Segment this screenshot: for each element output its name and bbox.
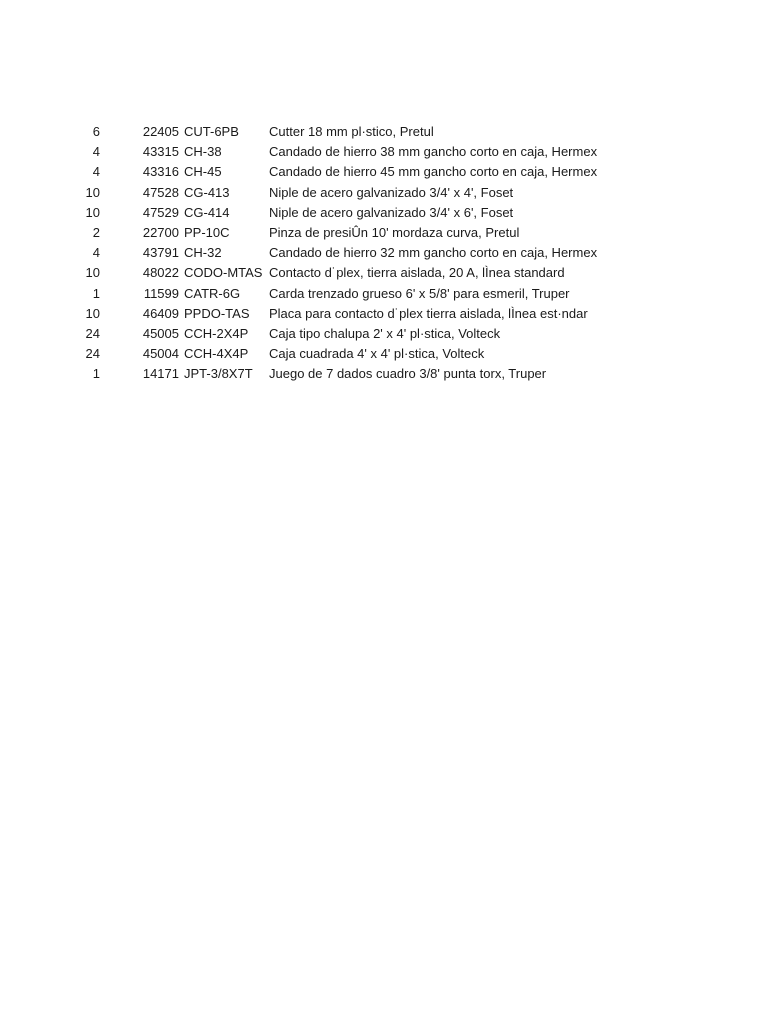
sku-cell: CCH-4X4P <box>184 346 249 362</box>
sku-cell: CH-32 <box>184 245 222 261</box>
quantity-cell: 10 <box>85 204 100 220</box>
code-cell: 46409 <box>142 305 179 321</box>
table-row <box>0 263 768 283</box>
table-row <box>0 183 768 203</box>
description-cell: Niple de acero galvanizado 3/4' x 4', Foset <box>269 184 514 200</box>
code-cell: 14171 <box>142 366 179 382</box>
table-row <box>0 162 768 182</box>
table-row <box>0 364 768 384</box>
sku-cell: CG-414 <box>184 204 230 220</box>
table-row <box>0 324 768 344</box>
sku-cell: CCH-2X4P <box>184 325 249 341</box>
table-row <box>0 243 768 263</box>
sku-cell: JPT-3/8X7T <box>184 366 253 382</box>
description-cell: Cutter 18 mm pl·stico, Pretul <box>269 124 434 139</box>
inventory-sheet <box>0 122 768 384</box>
code-cell: 22700 <box>142 224 179 240</box>
code-cell: 45005 <box>142 325 179 341</box>
table-row <box>0 122 768 142</box>
quantity-cell: 4 <box>92 144 100 160</box>
code-cell: 45004 <box>142 346 179 362</box>
sku-cell: CH-38 <box>184 144 222 160</box>
sku-cell: CODO-MTAS <box>184 265 263 281</box>
sku-cell: PPDO-TAS <box>184 305 250 321</box>
table-row <box>0 203 768 223</box>
description-cell: Caja cuadrada 4' x 4' pl·stica, Volteck <box>269 346 485 362</box>
quantity-cell: 24 <box>85 325 100 341</box>
quantity-cell: 2 <box>92 224 100 240</box>
code-cell: 43791 <box>142 245 179 261</box>
description-cell: Candado de hierro 45 mm gancho corto en caja, Hermex <box>269 164 598 180</box>
code-cell: 47528 <box>142 184 179 200</box>
code-cell: 22405 <box>142 124 179 139</box>
table-row <box>0 142 768 162</box>
quantity-cell: 4 <box>92 164 100 180</box>
quantity-cell: 10 <box>85 184 100 200</box>
description-cell: Candado de hierro 32 mm gancho corto en caja, Hermex <box>269 245 598 261</box>
description-cell: Placa para contacto d˙plex tierra aislada, lÌnea est·ndar <box>269 305 588 321</box>
table-row <box>0 284 768 304</box>
description-cell: Pinza de presiÛn 10' mordaza curva, Pretul <box>269 224 520 240</box>
description-cell: Contacto d˙plex, tierra aislada, 20 A, lÌnea standard <box>269 265 565 281</box>
code-cell: 43316 <box>142 164 179 180</box>
code-cell: 11599 <box>143 285 179 301</box>
table-row <box>0 304 768 324</box>
code-cell: 47529 <box>142 204 179 220</box>
quantity-cell: 10 <box>85 305 100 321</box>
sku-cell: CG-413 <box>184 184 230 200</box>
description-cell: Candado de hierro 38 mm gancho corto en caja, Hermex <box>269 144 598 160</box>
table-row <box>0 344 768 364</box>
quantity-cell: 6 <box>92 124 100 139</box>
description-cell: Juego de 7 dados cuadro 3/8' punta torx, Truper <box>269 366 547 382</box>
quantity-cell: 24 <box>85 346 100 362</box>
table-row <box>0 223 768 243</box>
quantity-cell: 10 <box>85 265 100 281</box>
sku-cell: CATR-6G <box>184 285 241 301</box>
code-cell: 43315 <box>142 144 179 160</box>
description-cell: Niple de acero galvanizado 3/4' x 6', Foset <box>269 204 514 220</box>
quantity-cell: 4 <box>92 245 100 261</box>
quantity-cell: 1 <box>92 366 100 382</box>
quantity-cell: 1 <box>92 285 100 301</box>
sku-cell: CH-45 <box>184 164 222 180</box>
code-cell: 48022 <box>142 265 179 281</box>
sku-cell: CUT-6PB <box>184 124 239 139</box>
sku-cell: PP-10C <box>184 224 230 240</box>
description-cell: Caja tipo chalupa 2' x 4' pl·stica, Volteck <box>269 325 501 341</box>
description-cell: Carda trenzado grueso 6' x 5/8' para esmeril, Truper <box>269 285 570 301</box>
